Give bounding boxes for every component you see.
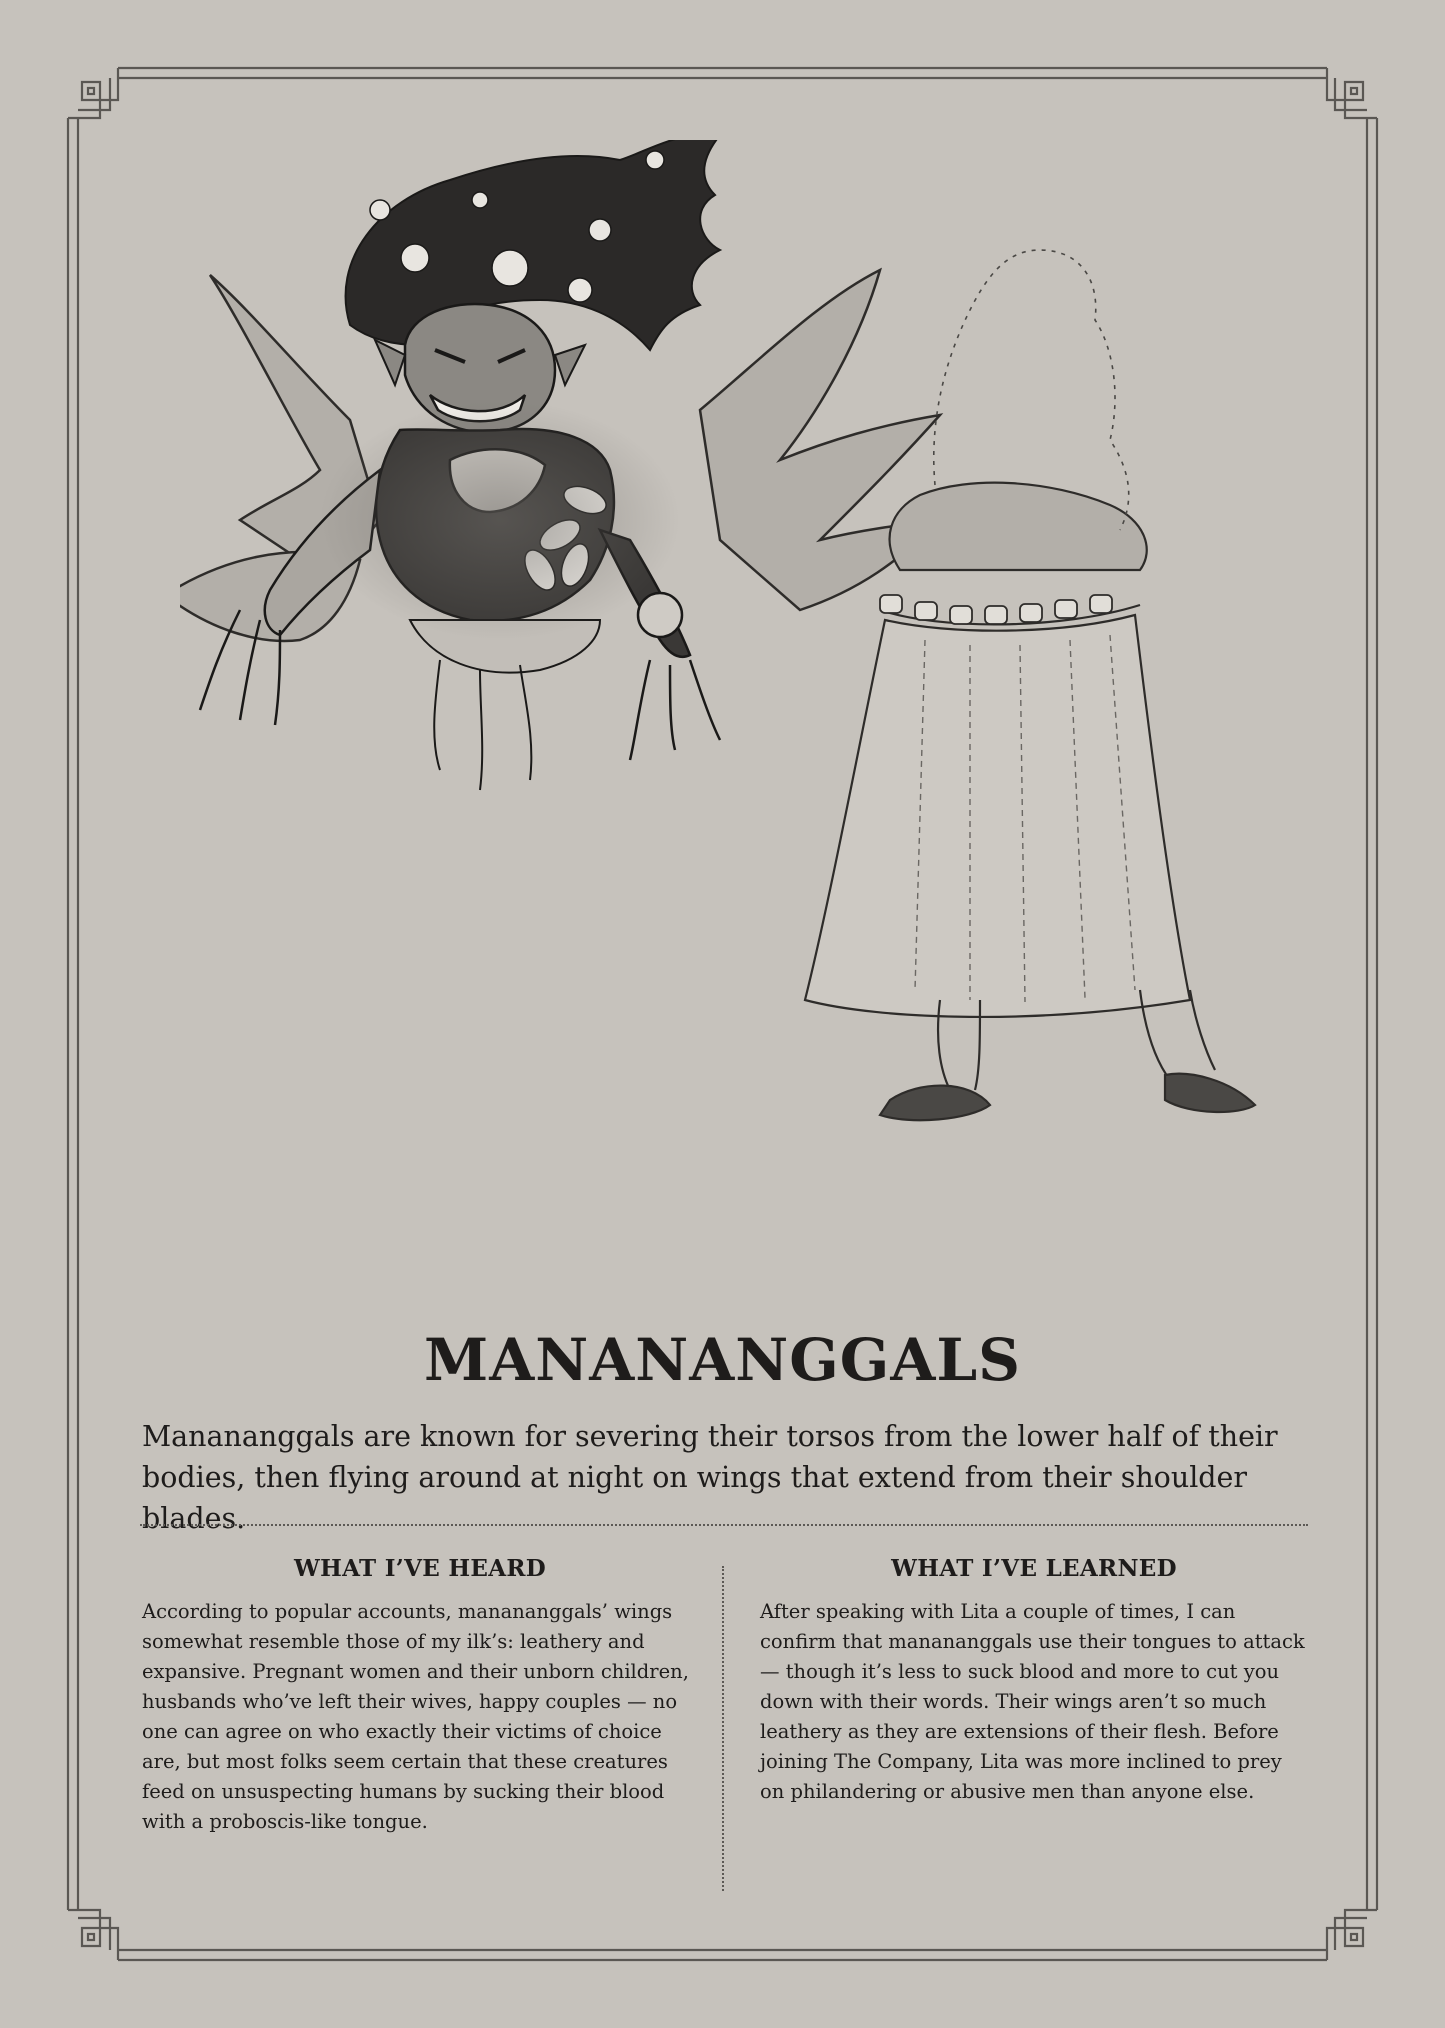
intro-paragraph: Manananggals are known for severing their torsos from the lower half of their bodies, then flying around at night on wings that extend from their shoulder blades.	[142, 1420, 1278, 1535]
corner-ornament-bottom-right	[1327, 1910, 1377, 1960]
column-learned-body: After speaking with Lita a couple of times, I can confirm that manananggals use their tongues to attack — though it’s less to suck blood and more to cut you down with their words. Their wings aren’t so much leathery as they are extensions of their flesh. Before joining The Company, Lita was more inclined to prey on philandering or abusive men than anyone else.	[760, 1600, 1305, 1803]
page-title: MANANANGGALS	[424, 1326, 1021, 1394]
entrails	[410, 620, 600, 790]
column-heard-body: According to popular accounts, manananggals’ wings somewhat resemble those of my ilk’s: leathery and expansive. Pregnant women and their unborn children, husbands who’ve left their wives, happy couples — no one can agree on who exactly their victims of choice are, but most folks seem certain that these creatures feed on unsuspecting humans by sucking their blood with a proboscis-like tongue.	[142, 1600, 689, 1833]
column-heard	[142, 1555, 698, 1837]
vertical-divider	[722, 1566, 724, 1891]
column-heard-heading: WHAT I’VE HEARD	[293, 1555, 547, 1582]
hair	[346, 140, 720, 350]
corner-ornament-top-right	[1327, 68, 1377, 118]
manananggal-illustration	[180, 140, 1310, 1270]
column-learned	[760, 1555, 1308, 1807]
column-learned-heading: WHAT I’VE LEARNED	[891, 1555, 1177, 1582]
horizontal-divider	[140, 1524, 1308, 1526]
corner-ornament-bottom-left	[68, 1910, 118, 1960]
lower-body	[805, 483, 1255, 1121]
corner-ornament-top-left	[68, 68, 118, 118]
